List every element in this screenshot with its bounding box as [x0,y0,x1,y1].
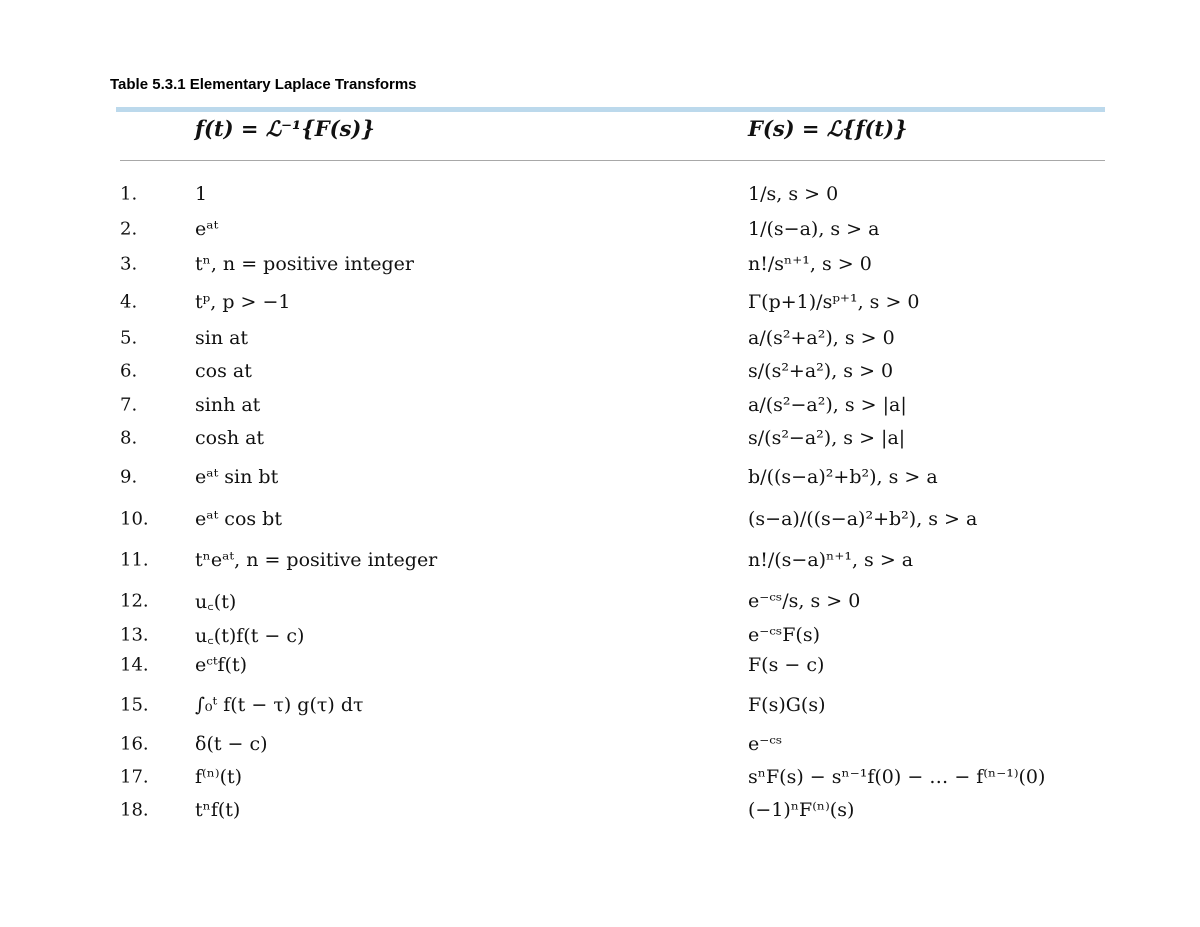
row-number: 15. [120,694,149,716]
table-row [0,248,1200,280]
table-caption: Table 5.3.1 Elementary Laplace Transforms [110,76,417,93]
laplace-transform: 1/s, s > 0 [748,183,839,205]
time-function: sinh at [195,394,261,416]
laplace-transform: Γ(p+1)/sᵖ⁺¹, s > 0 [748,291,920,313]
time-function: eᵃᵗ [195,218,219,240]
table-row [0,286,1200,318]
row-number: 1. [120,183,138,205]
laplace-transform: a/(s²−a²), s > |a| [748,394,907,416]
time-function: 1 [195,183,208,205]
row-number: 18. [120,799,149,821]
time-function: u꜀(t)f(t − c) [195,625,305,647]
time-function: tⁿeᵃᵗ, n = positive integer [195,549,438,571]
table-row [0,461,1200,493]
time-function: u꜀(t) [195,591,237,613]
row-number: 10. [120,508,149,530]
table-row [0,544,1200,576]
time-function: eᶜᵗf(t) [195,654,247,676]
laplace-transform: 1/(s−a), s > a [748,218,880,240]
row-number: 8. [120,427,138,449]
laplace-transform: s/(s²−a²), s > |a| [748,427,906,449]
table-row [0,213,1200,245]
table-row [0,689,1200,721]
row-number: 14. [120,654,149,676]
table-row [0,649,1200,681]
column-header-inverse: f(t) = ℒ⁻¹{F(s)} [195,116,375,141]
table-row [0,355,1200,387]
time-function: tᵖ, p > −1 [195,291,291,313]
time-function: ∫₀ᵗ f(t − τ) g(τ) dτ [195,694,364,716]
row-number: 16. [120,733,149,755]
row-number: 13. [120,624,149,646]
laplace-transform: sⁿF(s) − sⁿ⁻¹f(0) − … − f⁽ⁿ⁻¹⁾(0) [748,766,1046,788]
row-number: 11. [120,549,149,571]
column-header-transform: F(s) = ℒ{f(t)} [748,116,908,141]
laplace-transform: n!/(s−a)ⁿ⁺¹, s > a [748,549,914,571]
time-function: sin at [195,327,249,349]
row-number: 5. [120,327,138,349]
time-function: tⁿ, n = positive integer [195,253,415,275]
time-function: cos at [195,360,252,382]
row-number: 3. [120,253,138,275]
row-number: 7. [120,394,138,416]
row-number: 2. [120,218,138,240]
table-row [0,619,1200,651]
laplace-transform: e⁻ᶜˢ [748,733,783,755]
laplace-transform: e⁻ᶜˢ/s, s > 0 [748,590,861,612]
table-row [0,761,1200,793]
time-function: eᵃᵗ sin bt [195,466,279,488]
laplace-transform: (−1)ⁿF⁽ⁿ⁾(s) [748,799,855,821]
table-row [0,322,1200,354]
laplace-transform: e⁻ᶜˢF(s) [748,624,821,646]
time-function: δ(t − c) [195,733,268,755]
laplace-transform: s/(s²+a²), s > 0 [748,360,894,382]
time-function: eᵃᵗ cos bt [195,508,282,530]
table-row [0,422,1200,454]
table-row [0,794,1200,826]
laplace-transform: b/((s−a)²+b²), s > a [748,466,938,488]
row-number: 6. [120,360,138,382]
laplace-transform: (s−a)/((s−a)²+b²), s > a [748,508,978,530]
table-row [0,585,1200,617]
table-row [0,503,1200,535]
time-function: tⁿf(t) [195,799,241,821]
table-row [0,389,1200,421]
time-function: cosh at [195,427,265,449]
laplace-transform: a/(s²+a²), s > 0 [748,327,895,349]
laplace-transform: n!/sⁿ⁺¹, s > 0 [748,253,872,275]
row-number: 12. [120,590,149,612]
table-row [0,178,1200,210]
row-number: 9. [120,466,138,488]
row-number: 4. [120,291,138,313]
table-row [0,728,1200,760]
row-number: 17. [120,766,149,788]
laplace-transform: F(s − c) [748,654,825,676]
time-function: f⁽ⁿ⁾(t) [195,766,243,788]
laplace-transform: F(s)G(s) [748,694,826,716]
